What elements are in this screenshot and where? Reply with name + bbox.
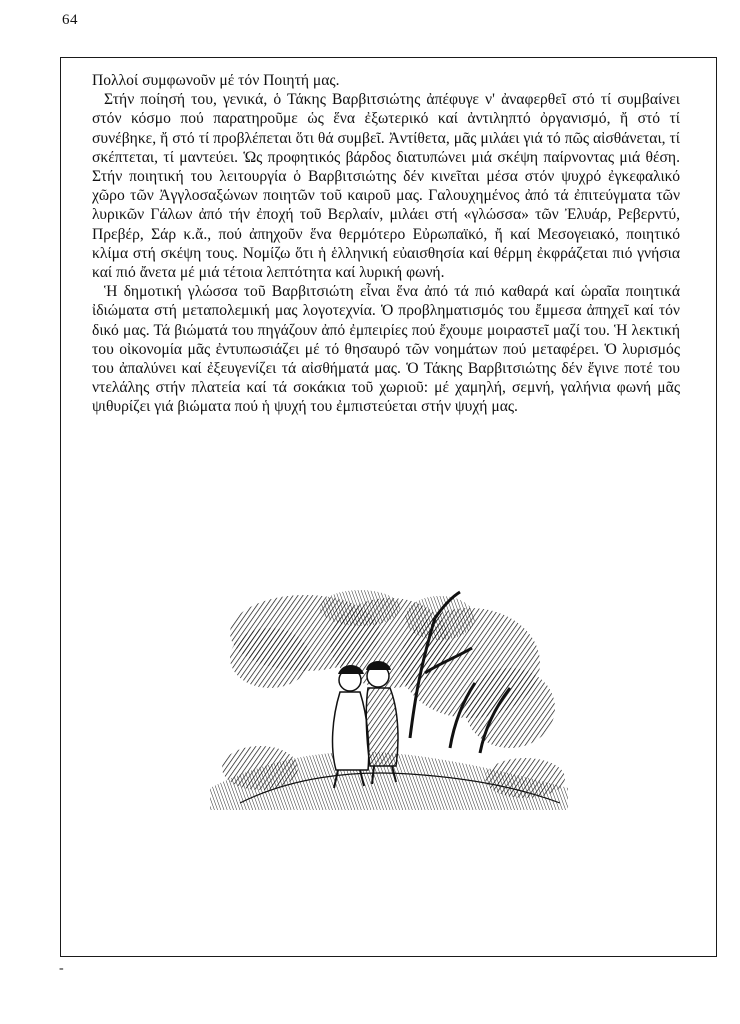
engraving-illustration — [210, 588, 568, 810]
paragraph-2: Στήν ποίησή του, γενικά, ὁ Τάκης Βαρβιτσιώτης ἀπέφυγε ν' ἀναφερθεῖ στό τί συμβαίνει στόν κόσμο πού παρατηροῦμε ὡς ἕνα ἐξωτερικό καί ἀντιληπτό ὀργανισμό, ἤ στό τί συνέβηκε, ἤ στό τί προβλέπεται ὅτι θά συμβεῖ. Ἀντίθετα, μᾶς μιλάει γιά τό πῶς αἰσθάνεται, τί σκέπτεται, τί μαντεύει. Ὡς προφητικός βάρδος διατυπώνει μιά σκέψη παίρνοντας μιά θέση. Στήν ποιητική του λειτουργία ὁ Βαρβιτσιώτης δέν κινεῖται μέσα στόν ψυχρό ἐγκεφαλικό χῶρο τῶν Ἀγγλοσαξώνων ποιητῶν τοῦ καιροῦ μας. Γαλουχημένος ἀπό τά ἐπιτεύγματα τῶν λυρικῶν Γάλων ἀπό τήν ἐποχή τοῦ Βερλαίν, μιλάει στή «γλώσσα» τῶν Ἐλυάρ, Ρεβερντύ, Πρεβέρ, Σάρ κ.ἄ., πού ἀπηχοῦν ἕνα θερμότερο Εὐρωπαϊκό, ἤ καί Μεσογειακό, ποιητικό κλίμα στή σκέψη τους. Νομίζω ὅτι ἡ ἑλληνική εὐαισθησία καί θέρμη ἐκφράζεται πιό γνήσια καί πιό ἄνετα μέ μιά τέτοια λεπτότητα καί λυρική φωνή. — [92, 91, 680, 282]
paragraph-1: Πολλοί συμφωνοῦν μέ τόν Ποιητή μας. — [92, 72, 340, 89]
body-text — [92, 71, 680, 417]
paragraph-3: Ἡ δημοτική γλώσσα τοῦ Βαρβιτσιώτη εἶναι ἕνα ἀπό τά πιό καθαρά καί ὡραῖα ποιητικά ἰδιώματα στή μεταπολεμική μας λογοτεχνία. Ὁ προβληματισμός του ἔμμεσα ἀπηχεῖ καί τόν δικό μας. Τά βιώματά του πηγάζουν ἀπό ἐμπειρίες πού ἔχουμε μοιραστεῖ μαζί του. Ἡ λεκτική του οἰκονομία μᾶς ἐντυπωσιάζει μέ τό θησαυρό τῶν νοημάτων πού μεταφέρει. Ὁ λυρισμός του ἀπαλύνει καί ἐξευγενίζει τά αἰσθήματά μας. Ὁ Τάκης Βαρβιτσιώτης δέν ἔγινε ποτέ του ντελάλης στήν πλατεία καί τά σοκάκια τοῦ χωριοῦ: μέ χαμηλή, σεμνή, γαλήνια φωνή μᾶς ψιθυρίζει γιά βιώματα πού ἡ ψυχή του ἐμπιστεύεται στήν ψυχή μας. — [92, 283, 680, 416]
margin-mark: - — [59, 961, 64, 976]
page-number: 64 — [62, 12, 78, 28]
